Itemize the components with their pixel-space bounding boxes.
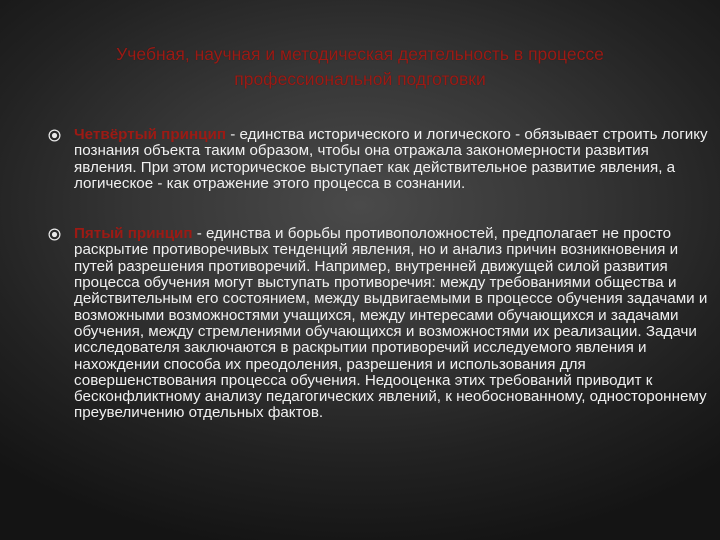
title-line-2: профессиональной подготовки	[234, 69, 486, 89]
circle-bullet-icon	[48, 129, 61, 142]
title-line-1: Учебная, научная и методическая деятельность в процессе	[116, 44, 604, 64]
bullet-item-fourth-principle	[48, 127, 714, 192]
bullet-list	[48, 127, 714, 422]
bullet-highlight: Пятый принцип	[74, 225, 193, 243]
slide-title	[30, 42, 690, 92]
bullet-text: - единства исторического и логического - обязывает строить логику познания объекта таким образом, чтобы она отражала закономерности развития явления. При этом историческое выступает как действительное развитие явления, а логическое - как отражение этого процесса в сознании.	[74, 126, 708, 192]
bullet-text: - единства и борьбы противоположностей, предполагает не просто раскрытие противоречивых тенденций явления, но и анализ причин возникновения и путей разрешения противоречий. Например, внутренней движущей силой развития процесса обучения могут выступать противоречия: между требованиями общества и действительным его состоянием, между выдвигаемыми в процессе обучения задачами и возможными возможностями учащихся, между интересами обучающихся и задачами обучения, между стремлениями обучающихся и возможностями их реализации. Задачи исследователя заключаются в раскрытии противоречий исследуемого явления и нахождении способа их преодоления, разрешения и использования для совершенствования процесса обучения. Недооценка этих требований приводит к бесконфликтному анализу педагогических явлений, к необоснованному, одностороннему преувеличению отдельных фактов.	[74, 225, 708, 422]
circle-bullet-icon	[48, 228, 61, 241]
bullet-highlight: Четвёртый принцип	[74, 126, 226, 143]
bullet-item-fifth-principle	[48, 226, 714, 422]
